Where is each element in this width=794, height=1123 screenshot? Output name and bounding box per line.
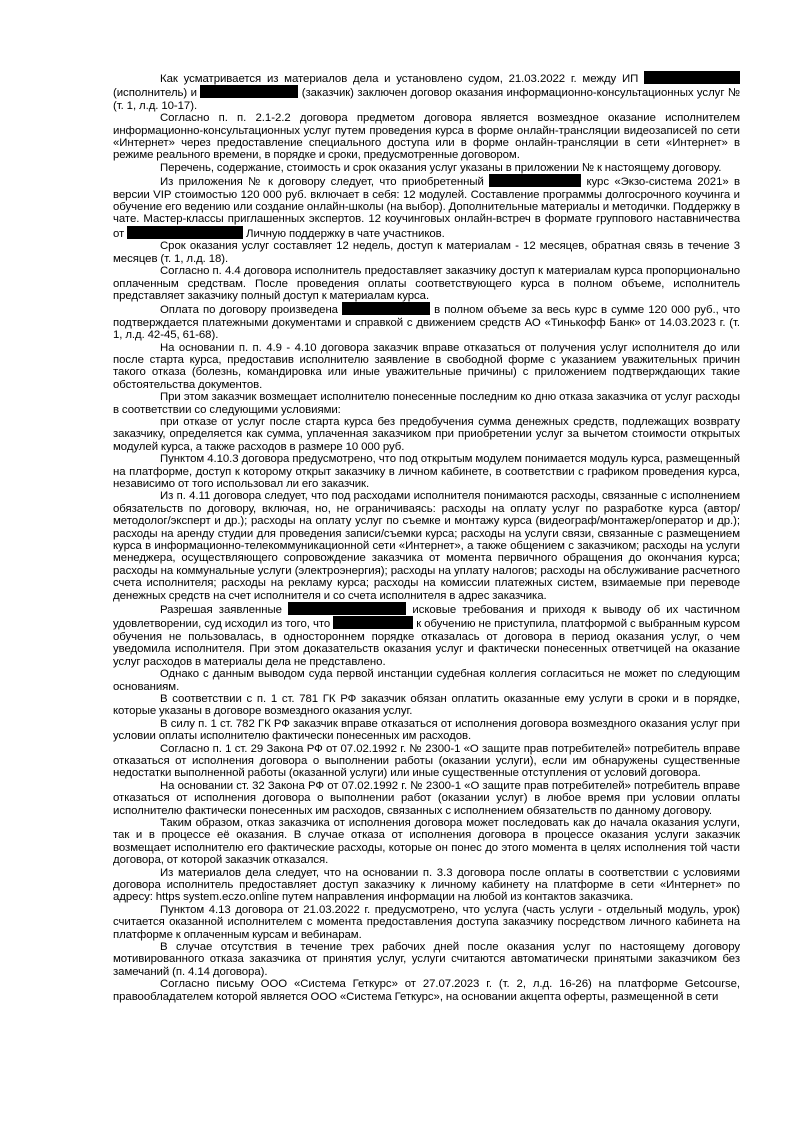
paragraph-art-782: В силу п. 1 ст. 782 ГК РФ заказчик вправе отказаться от исполнения договора возмездного оказания услуг при условии оплаты исполнителю фактически понесенных им расходов.: [113, 717, 740, 743]
paragraph-compensation: При этом заказчик возмещает исполнителю понесенные последним ко дню отказа заказчика от услуг расходы в соответствии со следующими условиями:: [113, 391, 740, 416]
paragraph-open-module: Пунктом 4.10.3 договора предусмотрено, что под открытым модулем понимается модуль курса, размещенный на платформе, доступ к которому открыт заказчику в личном кабинете, в соответствии с графиком проведения курса, независимо от того использовал ли его заказчик.: [113, 453, 740, 490]
paragraph-subject: Согласно п. п. 2.1-2.2 договора предметом договора является возмездное оказание исполнителем информационно-консультационных услуг путем проведения курса в форме онлайн-трансляции видеозаписей по сети «Интернет» через предоставление специального доступа или в форме онлайн-трансляции в сети «Интернет» в режиме реального времени, в порядке и сроки, предусмотренные договором.: [113, 112, 740, 162]
redaction-bar: [127, 226, 243, 239]
paragraph-disagreement: Однако с данным выводом суда первой инстанции судебная коллегия согласиться не может по следующим основаниям.: [113, 668, 740, 693]
paragraph-refusal: На основании п. п. 4.9 - 4.10 договора заказчик вправе отказаться от получения услуг исполнителя до или после старта курса, предоставив исполнителю заявление в свободной форме с указанием уважительных причин такого отказа (болезнь, командировка или иные уважительные причины) с приложением подтверждающих такие обстоятельства документов.: [113, 341, 740, 391]
redaction-bar: [489, 174, 581, 187]
paragraph-art-32: На основании ст. 32 Закона РФ от 07.02.1992 г. № 2300-1 «О защите прав потребителей» потребитель вправе отказаться от исполнения договора о выполнении работ (оказании услуг) в любое время при условии оплаты исполнителю фактически понесенных им расходов, связанных с исполнением обязательств по данному договору.: [113, 779, 740, 817]
redaction-bar: [342, 302, 430, 315]
document-body: [113, 71, 740, 1003]
redaction-bar: [333, 616, 413, 629]
paragraph-service-rendered: Пунктом 4.13 договора от 21.03.2022 г. предусмотрено, что услуга (часть услуги - отдельный модуль, урок) считается оказанной исполнителем с момента предоставления доступа заказчику посредством личного кабинета на платформе к оплаченным курсам и вебинарам.: [113, 903, 740, 941]
redaction-bar: [200, 85, 298, 98]
paragraph-court-conclusion: Разрешая заявленные исковые требования и приходя к выводу об их частичном удовлетворении, суд исходил из того, что к обучению не приступила, платформой с выбранным курсом обучения не пользовалась, в одностороннем порядке отказалась от договора в период оказания услуг, о чем уведомила исполнителя. При этом доказательств оказания услуг и фактически понесенных ответчицей на оказание услуг расходов в материалы дела не представлено.: [113, 604, 740, 668]
paragraph-term: Срок оказания услуг составляет 12 недель, доступ к материалам - 12 месяцев, обратная связь в течение 3 месяцев (т. 1, л.д. 18).: [113, 240, 740, 265]
paragraph-platform-access: Из материалов дела следует, что на основании п. 3.3 договора после оплаты в соответствии с условиями договора исполнитель предоставляет доступ заказчику к личному кабинету на платформе в сети «Интернет» по адресу: https system.eczo.online путем направления информации на любой из контактов заказчика.: [113, 866, 740, 904]
redaction-bar: [288, 602, 406, 615]
paragraph-acceptance: В случае отсутствия в течение трех рабочих дней после оказания услуг по настоящему договору мотивированного отказа заказчика от принятия услуг, услуги считаются автоматически принятыми заказчиком без замечаний (п. 4.14 договора).: [113, 941, 740, 978]
paragraph-payment: Оплата по договору произведена в полном объеме за весь курс в сумме 120 000 руб., что подтверждается платежными документами и справкой с движением средств АО «Тинькофф Банк» от 14.03.2023 г. (т. 1, л.д. 42-45, 61-68).: [113, 304, 740, 342]
paragraph-conclusion: Таким образом, отказ заказчика от исполнения договора может последовать как до начала оказания услуги, так и в процессе её оказания. В случае отказа от исполнения договора в процессе оказания услуги заказчик возмещает исполнителю его фактические расходы, которые он понес до этого момента в целях исполнения той части договора, от которой заказчик отказался.: [113, 816, 740, 867]
paragraph-list: Перечень, содержание, стоимость и срок оказания услуг указаны в приложении № к настоящему договору.: [160, 161, 722, 174]
paragraph-appendix: Из приложения № к договору следует, что приобретенный курс «Экзо-система 2021» в версии VIP стоимостью 120 000 руб. включает в себя: 12 модулей. Составление программы долгосрочного коучинга и обучение его ведению или создание онлайн-школы (на выбор). Дополнительные материалы и методички. Поддержку в чате. Мастер-классы приглашенных экспертов. 12 коучинговых онлайн-встреч в формате группового наставничества от Личную поддержку в чате участников.: [113, 176, 740, 240]
paragraph-access: Согласно п. 4.4 договора исполнитель предоставляет заказчику доступ к материалам курса пропорционально оплаченным средствам. После проведения оплаты соответствующего курса в полном объеме, исполнитель представляет заказчику полный доступ к материалам курса.: [113, 265, 740, 302]
paragraph-art-781: В соответствии с п. 1 ст. 781 ГК РФ заказчик обязан оплатить оказанные ему услуги в сроки и в порядке, которые указаны в договоре возмездного оказания услуг.: [113, 692, 740, 718]
paragraph-expenses: Из п. 4.11 договора следует, что под расходами исполнителя понимаются расходы, связанные с исполнением обязательств по договору, включая, но, не ограничиваясь: расходы на оплату услуг по разработке курса (автор/методолог/эксперт и др.); расходы на оплату услуг по съемке и монтажу курса (видеограф/монтажер/оператор и др.); расходы на аренду студии для проведения записи/съемки курса; расходы на услуги связи, связанные с размещением курса в информационно-телекоммуникационной сети «Интернет», а также общением с заказчиком; расходы на услуги менеджера, осуществляющего сопровождение заказчика от момента первичного обращения до окончания курса; расходы на коммунальные услуги (электроэнергия); расходы на уплату налогов; расходы на обслуживание расчетного счета исполнителя; расходы на рекламу курса; расходы на комиссии платежных систем, взимаемые при переводе денежных средств на счет исполнителя и со счета исполнителя в адрес заказчика.: [113, 490, 740, 602]
paragraph-getcourse: Согласно письму ООО «Система Геткурс» от 27.07.2023 г. (т. 2, л.д. 16-26) на платформе Getcourse, правообладателем которой является ООО «Система Геткурс», на основании акцепта оферты, размещенной в сети: [113, 978, 740, 1003]
redaction-bar: [644, 71, 740, 84]
paragraph-contract: Как усматривается из материалов дела и установлено судом, 21.03.2022 г. между ИП (исполнитель) и (заказчик) заключен договор оказания информационно-консультационных услуг № (т. 1, л.д. 10-17).: [113, 73, 740, 112]
paragraph-art-29: Согласно п. 1 ст. 29 Закона РФ от 07.02.1992 г. № 2300-1 «О защите прав потребителей» потребитель вправе отказаться от исполнения договора о выполнении работы (оказании услуги), если им обнаружены существенные недостатки выполненной работы (оказанной услуги) или иные существенные отступления от условий договора.: [113, 742, 740, 780]
paragraph-refund-rule: при отказе от услуг после старта курса без предобучения сумма денежных средств, подлежащих возврату заказчику, определяется как сумма, уплаченная заказчиком при приобретении услуг за вычетом стоимости открытых модулей курса, а также расходов в размере 10 000 руб.: [113, 415, 740, 453]
